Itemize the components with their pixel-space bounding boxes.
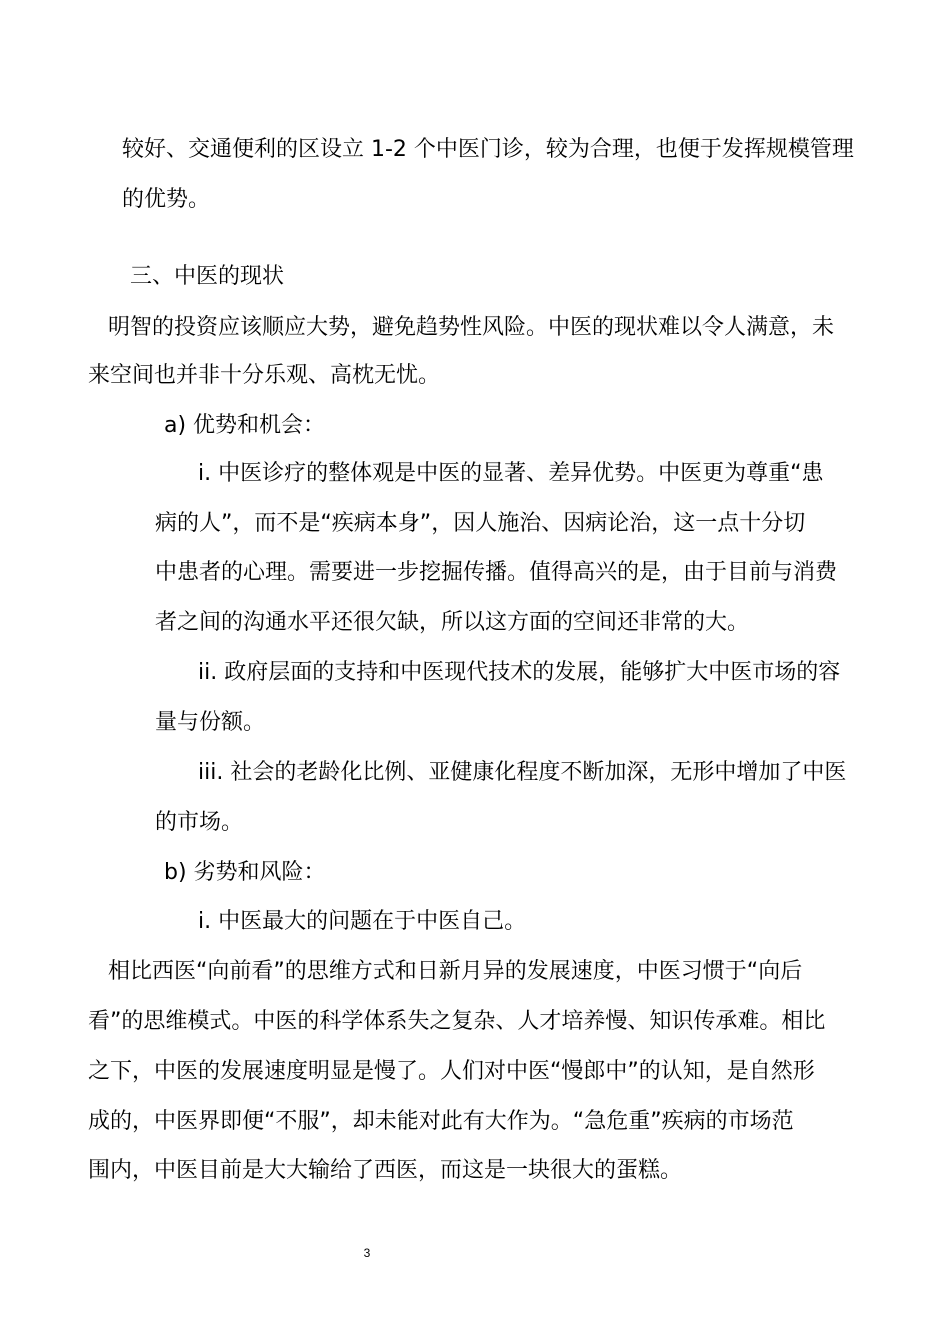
section-heading: 三、中医的现状 — [130, 264, 285, 289]
body-text-line: 相比西医“向前看”的思维方式和日新月异的发展速度，中医习惯于“向后 — [108, 959, 803, 984]
list-item-line: 病的人”，而不是“疾病本身”，因人施治、因病论治，这一点十分切 — [155, 511, 806, 536]
body-text-line: 的优势。 — [122, 187, 211, 212]
list-item-line: 者之间的沟通水平还很欠缺，所以这方面的空间还非常的大。 — [155, 610, 750, 635]
body-text-line: 成的，中医界即便“不服”，却未能对此有大作为。“急危重”疾病的市场范 — [88, 1109, 794, 1134]
list-item-line: i. 中医诊疗的整体观是中医的显著、差异优势。中医更为尊重“患 — [198, 461, 824, 486]
body-text-line: 围内，中医目前是大大输给了西医，而这是一块很大的蛋糕。 — [88, 1158, 683, 1183]
subsection-heading: a) 优势和机会： — [164, 413, 326, 438]
body-text-line: 来空间也并非十分乐观、高枕无忧。 — [88, 363, 441, 388]
body-text-line: 看”的思维模式。中医的科学体系失之复杂、人才培养慢、知识传承难。相比 — [88, 1009, 826, 1034]
list-item-line: 中患者的心理。需要进一步挖掘传播。值得高兴的是，由于目前与消费 — [155, 560, 838, 585]
list-item-line: ii. 政府层面的支持和中医现代技术的发展，能够扩大中医市场的容 — [198, 660, 841, 685]
subsection-heading: b) 劣势和风险： — [164, 860, 326, 885]
body-text-line: 明智的投资应该顺应大势，避免趋势性风险。中医的现状难以令人满意，未 — [108, 315, 835, 340]
list-item-line: iii. 社会的老龄化比例、亚健康化程度不断加深，无形中增加了中医 — [198, 760, 847, 785]
list-item-line: 的市场。 — [155, 810, 244, 835]
body-text-line: 较好、交通便利的区设立 1-2 个中医门诊，较为合理，也便于发挥规模管理 — [122, 137, 854, 162]
list-item-line: 量与份额。 — [155, 710, 266, 735]
body-text-line: 之下，中医的发展速度明显是慢了。人们对中医“慢郎中”的认知，是自然形 — [88, 1059, 815, 1084]
page-number: 3 — [363, 1246, 371, 1260]
list-item-line: i. 中医最大的问题在于中医自己。 — [198, 909, 527, 934]
